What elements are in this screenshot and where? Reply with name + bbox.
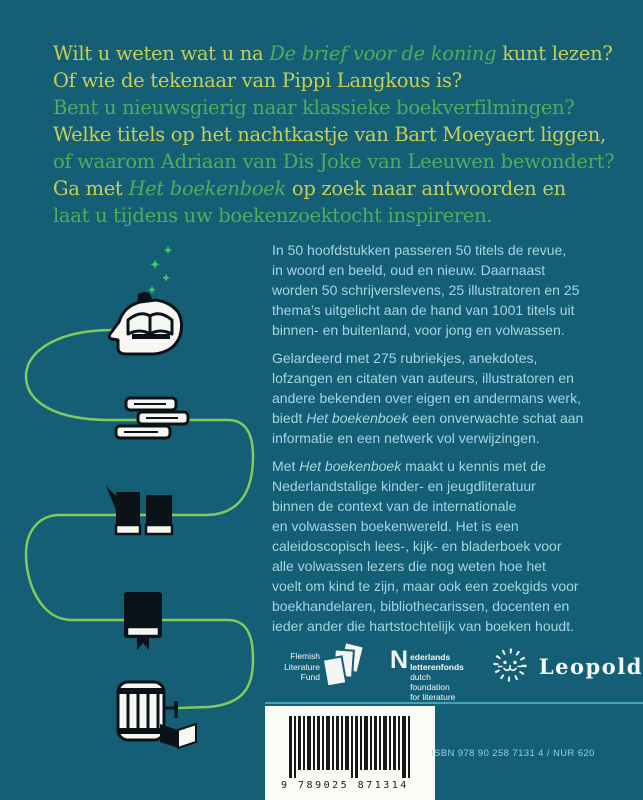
- intro-line: [53, 175, 614, 202]
- letterenfonds-line: ederlands: [410, 652, 451, 662]
- intro-segment: Het boekenboek: [128, 177, 287, 200]
- isbn-nur-line: ISBN 978 90 258 7131 4 / NUR 620: [431, 748, 595, 759]
- body-segment: een onverwachte schat aan: [408, 410, 584, 426]
- body-segment: worden 50 schrijverslevens, 25 illustratoren en 25: [272, 282, 580, 298]
- intro-segment: op zoek naar antwoorden en: [286, 177, 566, 200]
- intro-segment: of waarom Adriaan van Dis Joke van Leeuwen bewondert?: [53, 150, 615, 173]
- flemish-literature-fund-logo: [270, 642, 368, 696]
- publisher-logos: [270, 642, 643, 702]
- body-segment: binnen- en buitenland, voor jong en volwassen.: [272, 322, 565, 338]
- body-segment: boekhandelaren, bibliothecarissen, docenten en: [272, 598, 570, 614]
- intro-line: [53, 67, 614, 94]
- flemish-line: Literature: [284, 661, 320, 672]
- barcode-panel: [265, 706, 435, 800]
- flemish-logo-text: [270, 651, 320, 683]
- body-segment: ieder ander die hartstochtelijk van boeken houdt.: [272, 618, 574, 634]
- flemish-line: Flemish: [290, 651, 320, 661]
- barcode-digits: 9 789025 871314: [281, 780, 409, 791]
- letterenfonds-line: for literature: [410, 692, 456, 702]
- body-segment: Met: [272, 458, 300, 474]
- nederlands-letterenfonds-logo: [390, 646, 464, 702]
- body-segment: caleidoscopisch lees-, kijk- en bladerboek voor: [272, 538, 562, 554]
- leopold-wordmark: Leopold: [538, 653, 643, 679]
- body-segment: en volwassen boekenwereld. Het is een: [272, 518, 519, 534]
- lion-face-icon: [490, 646, 530, 686]
- body-paragraph: [272, 348, 624, 448]
- flemish-line: Fund: [300, 672, 320, 682]
- body-segment: maakt u kennis met de: [401, 458, 546, 474]
- intro-segment: kunt lezen?: [496, 42, 613, 65]
- footer-divider-line: [265, 702, 643, 704]
- body-paragraph: [272, 456, 624, 636]
- intro-segment: Bent u nieuwsgierig naar klassieke boekverfilmingen?: [53, 96, 575, 119]
- leopold-publisher-logo: [490, 646, 643, 686]
- intro-segment: Welke titels op het nachtkastje van Bart Moeyaert liggen,: [53, 123, 606, 146]
- body-segment: alle volwassen lezers die nog weten hoe het: [272, 558, 546, 574]
- body-segment: Gelardeerd met 275 rubriekjes, anekdotes,: [272, 350, 538, 366]
- body-segment: informatie en een netwerk vol verwijzingen.: [272, 430, 540, 446]
- body-segment: biedt: [272, 410, 307, 426]
- intro-segment: Wilt u weten wat u na: [53, 42, 270, 65]
- closed-book-with-bookmark-icon: [124, 592, 162, 650]
- head-with-open-book-icon: [109, 292, 181, 354]
- body-segment: Nederlandstalige kinder- en jeugdliteratuur: [272, 478, 536, 494]
- intro-segment: Of wie de tekenaar van Pippi Langkous is?: [53, 69, 462, 92]
- sparkle-stars-icon: [148, 246, 172, 304]
- body-segment: binnen de context van de internationale: [272, 498, 517, 514]
- intro-line: [53, 94, 614, 121]
- intro-line: [53, 40, 614, 67]
- body-segment: Het boekenboek: [306, 410, 409, 426]
- body-segment: Het boekenboek: [299, 458, 402, 474]
- intro-questions: [53, 40, 614, 229]
- body-segment: lofzangen en citaten van auteurs, illustratoren en: [272, 370, 574, 386]
- intro-line: [53, 202, 614, 229]
- winding-path-illustration: [0, 230, 265, 800]
- body-segment: in woord en beeld, oud en nieuw. Daarnaast: [272, 262, 546, 278]
- letterenfonds-logo-text: [410, 652, 464, 702]
- body-paragraph: [272, 240, 624, 340]
- body-segment: voelt om kind te zijn, maar ook een zoekgids voor: [272, 578, 579, 594]
- body-segment: andere bekenden over eigen en andermans werk,: [272, 390, 581, 406]
- barcode-icon: [265, 706, 435, 800]
- body-copy: [272, 240, 624, 644]
- barrel-with-tap-and-book-icon: [118, 682, 196, 748]
- intro-segment: laat u tijdens uw boekenzoektocht inspireren.: [53, 204, 493, 227]
- stack-of-books-icon: [116, 398, 188, 438]
- intro-line: [53, 148, 614, 175]
- intro-line: [53, 121, 614, 148]
- letterenfonds-line: dutch foundation: [410, 672, 450, 692]
- body-segment: thema’s uitgelicht aan de hand van 1001 titels uit: [272, 302, 575, 318]
- letterenfonds-line: letterenfonds: [410, 662, 464, 672]
- intro-segment: De brief voor de koning: [269, 42, 497, 65]
- body-segment: In 50 hoofdstukken passeren 50 titels de revue,: [272, 242, 567, 258]
- two-standing-books-icon: [106, 486, 172, 534]
- letter-n-icon: N: [390, 646, 409, 674]
- fanned-pages-icon: [320, 642, 368, 696]
- intro-segment: Ga met: [53, 177, 129, 200]
